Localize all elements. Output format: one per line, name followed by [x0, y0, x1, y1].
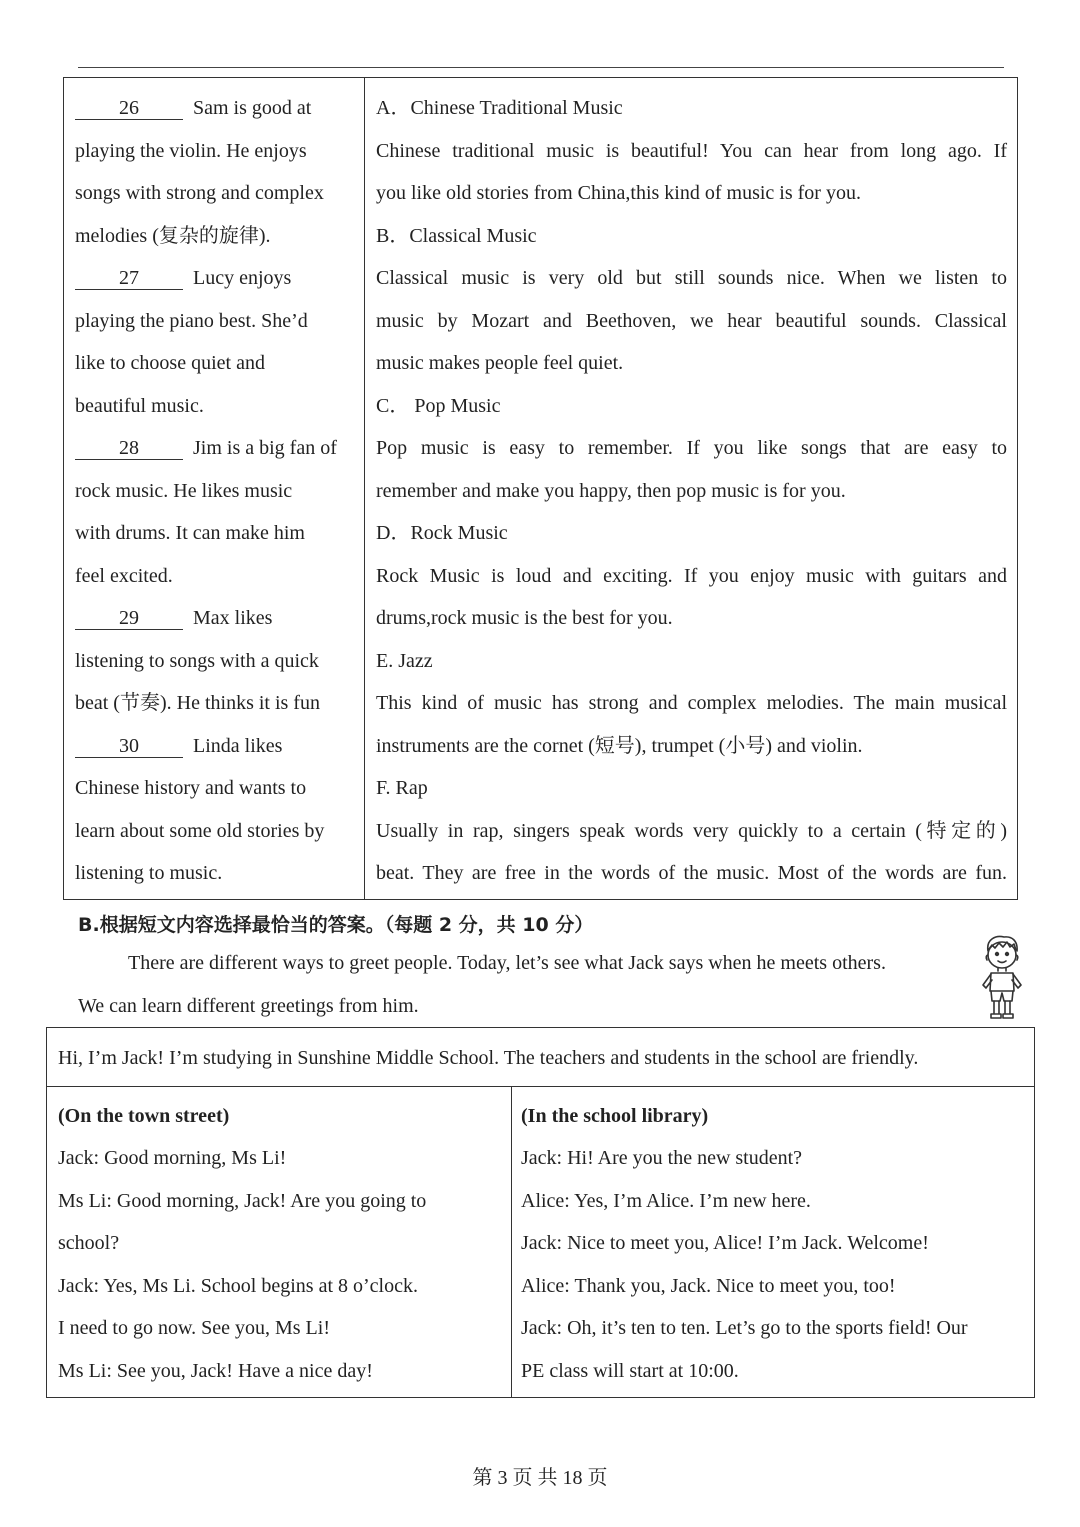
- dialogue-line: Ms Li: Good morning, Jack! Are you going to: [58, 1190, 427, 1212]
- dialogue-line: Jack: Hi! Are you the new student?: [521, 1147, 803, 1169]
- item-text: like to choose quiet and: [75, 352, 265, 374]
- option-text: This kind of music has strong and complex melodies. The main musical: [376, 692, 1007, 714]
- item-28: 28 Jim is a big fan of: [75, 436, 337, 460]
- option-text: instruments are the cornet (短号), trumpet (小号) and violin.: [376, 735, 863, 757]
- item-text: melodies (复杂的旋律).: [75, 225, 271, 247]
- option-text: beat. They are free in the words of the music. Most of the words are fun.: [376, 862, 1007, 884]
- option-title: E. Jazz: [376, 650, 433, 672]
- dialogue-title: (In the school library): [521, 1105, 709, 1127]
- item-29: 29 Max likes: [75, 606, 272, 630]
- item-text: listening to songs with a quick: [75, 650, 319, 672]
- item-text: Chinese history and wants to: [75, 777, 307, 799]
- option-text: Classical music is very old but still sounds nice. When we listen to: [376, 267, 1007, 289]
- dialogue-line: Jack: Yes, Ms Li. School begins at 8 o’clock.: [58, 1275, 418, 1297]
- header-rule: [78, 67, 1004, 68]
- item-text: beautiful music.: [75, 395, 204, 417]
- item-30: 30 Linda likes: [75, 734, 282, 758]
- dialogue-line: Ms Li: See you, Jack! Have a nice day!: [58, 1360, 373, 1382]
- table-divider: [364, 78, 365, 899]
- option-title: D．Rock Music: [376, 522, 508, 544]
- answer-blank[interactable]: 26: [75, 97, 183, 120]
- option-text: drums,rock music is the best for you.: [376, 607, 673, 629]
- option-title: C． Pop Music: [376, 395, 501, 417]
- dialogue-line: PE class will start at 10:00.: [521, 1360, 739, 1382]
- dialogue-line: Alice: Thank you, Jack. Nice to meet you, too!: [521, 1275, 896, 1297]
- intro-line: We can learn different greetings from him.: [78, 995, 419, 1017]
- passage-header: Hi, I’m Jack! I’m studying in Sunshine Middle School. The teachers and students in the school are friendly.: [58, 1047, 919, 1069]
- dialogue-line: I need to go now. See you, Ms Li!: [58, 1317, 330, 1339]
- table-divider: [511, 1086, 512, 1397]
- option-text: music makes people feel quiet.: [376, 352, 624, 374]
- answer-blank[interactable]: 30: [75, 735, 183, 758]
- item-text: rock music. He likes music: [75, 480, 293, 502]
- answer-blank[interactable]: 28: [75, 437, 183, 460]
- item-text: playing the piano best. She’d: [75, 310, 308, 332]
- dialogue-line: school?: [58, 1232, 120, 1254]
- passage-table: [46, 1027, 1035, 1398]
- answer-blank[interactable]: 29: [75, 607, 183, 630]
- option-text: Usually in rap, singers speak words very quickly to a certain (特定的): [376, 820, 1007, 842]
- answer-blank[interactable]: 27: [75, 267, 183, 290]
- dialogue-line: Jack: Good morning, Ms Li!: [58, 1147, 287, 1169]
- option-text: Rock Music is loud and exciting. If you enjoy music with guitars and: [376, 565, 1007, 587]
- boy-illustration: [976, 933, 1028, 1021]
- matching-table: [63, 77, 1018, 900]
- item-text: learn about some old stories by: [75, 820, 325, 842]
- dialogue-title: (On the town street): [58, 1105, 230, 1127]
- option-title: A．Chinese Traditional Music: [376, 97, 623, 119]
- item-text: beat (节奏). He thinks it is fun: [75, 692, 320, 714]
- item-text: feel excited.: [75, 565, 173, 587]
- dialogue-line: Jack: Nice to meet you, Alice! I’m Jack. Welcome!: [521, 1232, 929, 1254]
- intro-line: There are different ways to greet people. Today, let’s see what Jack says when he meets others.: [128, 952, 886, 974]
- option-title: B．Classical Music: [376, 225, 537, 247]
- item-text: listening to music.: [75, 862, 223, 884]
- item-26: 26 Sam is good at: [75, 96, 311, 120]
- option-text: you like old stories from China,this kind of music is for you.: [376, 182, 861, 204]
- option-text: remember and make you happy, then pop music is for you.: [376, 480, 846, 502]
- item-text: with drums. It can make him: [75, 522, 305, 544]
- item-text: playing the violin. He enjoys: [75, 140, 307, 162]
- option-text: Pop music is easy to remember. If you like songs that are easy to: [376, 437, 1007, 459]
- item-text: songs with strong and complex: [75, 182, 324, 204]
- page-number: 第 3 页 共 18 页: [472, 1467, 608, 1489]
- dialogue-line: Jack: Oh, it’s ten to ten. Let’s go to the sports field! Our: [521, 1317, 968, 1339]
- table-divider: [47, 1086, 1034, 1087]
- option-text: Chinese traditional music is beautiful! You can hear from long ago. If: [376, 140, 1007, 162]
- section-b-heading: B.根据短文内容选择最恰当的答案。（每题 2 分，共 10 分）: [78, 914, 594, 936]
- option-text: music by Mozart and Beethoven, we hear beautiful sounds. Classical: [376, 310, 1007, 332]
- item-27: 27 Lucy enjoys: [75, 266, 291, 290]
- option-title: F. Rap: [376, 777, 428, 799]
- dialogue-line: Alice: Yes, I’m Alice. I’m new here.: [521, 1190, 811, 1212]
